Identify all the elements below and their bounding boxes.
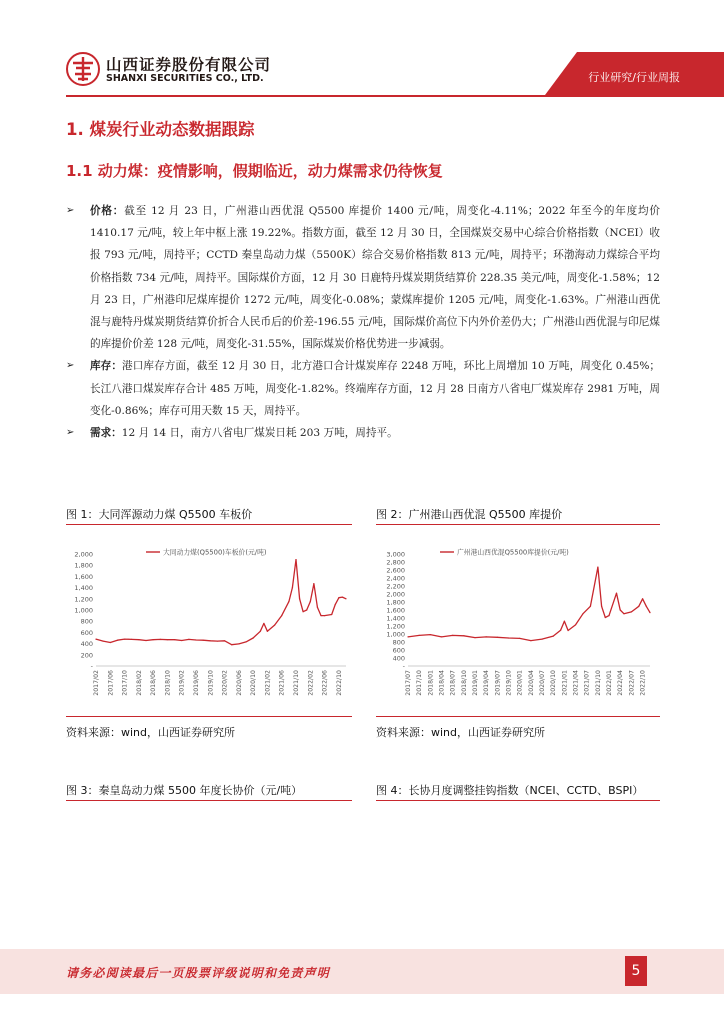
x-tick-label: 2017/10 xyxy=(416,670,424,696)
bullet-demand xyxy=(66,422,660,444)
data-point xyxy=(188,639,189,640)
x-tick-label: 2022/04 xyxy=(617,670,625,696)
arrow-bullet-icon: ➢ xyxy=(66,427,75,439)
x-tick-label: 2020/10 xyxy=(550,670,558,696)
page-number: 5 xyxy=(625,956,647,986)
legend-label: 广州港山西优混Q5500库提价(元/吨) xyxy=(457,548,569,557)
x-tick-label: 2019/01 xyxy=(472,670,480,696)
series-line xyxy=(96,560,346,645)
data-point xyxy=(167,639,168,640)
bullet-price xyxy=(66,200,660,355)
y-tick-label: 2,800 xyxy=(386,558,405,567)
data-point xyxy=(295,559,296,560)
data-point xyxy=(541,639,542,640)
data-point xyxy=(616,593,617,594)
x-tick-label: 2020/01 xyxy=(516,670,524,696)
data-point xyxy=(345,598,346,599)
header-divider xyxy=(66,95,724,97)
data-point xyxy=(324,615,325,616)
data-point xyxy=(553,636,554,637)
data-point xyxy=(160,639,161,640)
data-point xyxy=(601,606,602,607)
data-point xyxy=(530,640,531,641)
data-point xyxy=(231,644,232,645)
x-tick-label: 2018/10 xyxy=(460,670,468,696)
data-point xyxy=(263,623,264,624)
figure-1-bottom-rule xyxy=(66,716,352,717)
y-tick-label: 3,000 xyxy=(386,550,405,559)
data-point xyxy=(463,635,464,636)
x-tick-label: 2018/04 xyxy=(438,670,446,696)
figure-1-rule xyxy=(66,524,352,525)
x-tick-label: 2017/02 xyxy=(93,670,100,696)
x-tick-label: 2021/04 xyxy=(572,670,580,696)
x-tick-label: 2018/07 xyxy=(449,670,457,696)
figure-4-title: 图 4：长协月度调整挂钩指数（NCEI、CCTD、BSPI） xyxy=(376,784,644,797)
data-point xyxy=(508,637,509,638)
data-point xyxy=(195,639,196,640)
data-point xyxy=(210,640,211,641)
y-tick-label: 1,000 xyxy=(74,606,93,615)
data-point xyxy=(567,630,568,631)
x-tick-label: 2020/02 xyxy=(221,670,229,696)
data-point xyxy=(605,617,606,618)
data-point xyxy=(441,636,442,637)
footer-disclaimer: 请务必阅读最后一页股票评级说明和免责声明 xyxy=(66,966,331,980)
page-header xyxy=(0,0,724,100)
data-point xyxy=(407,636,408,637)
data-point xyxy=(638,606,639,607)
data-point xyxy=(131,639,132,640)
y-tick-label: 1,400 xyxy=(386,614,405,623)
x-tick-label: 2021/02 xyxy=(264,670,272,696)
series-line xyxy=(408,567,650,641)
data-point xyxy=(203,640,204,641)
x-tick-label: 2019/10 xyxy=(505,670,513,696)
data-point xyxy=(560,630,561,631)
figure-3-rule xyxy=(66,800,352,801)
y-tick-label: 200 xyxy=(80,651,93,660)
y-tick-label: 2,200 xyxy=(386,582,405,591)
arrow-bullet-icon: ➢ xyxy=(66,205,75,216)
y-tick-label: 1,200 xyxy=(386,622,405,631)
data-point xyxy=(310,601,311,602)
data-point xyxy=(646,606,647,607)
x-tick-label: 2022/01 xyxy=(606,670,614,696)
data-point xyxy=(174,639,175,640)
x-tick-label: 2019/06 xyxy=(193,670,200,696)
data-point xyxy=(110,642,111,643)
chart-datong-coal-price xyxy=(66,540,356,710)
data-point xyxy=(582,613,583,614)
y-tick-label: 2,000 xyxy=(386,590,405,599)
data-point xyxy=(260,631,261,632)
data-point xyxy=(452,635,453,636)
y-tick-label: 2,000 xyxy=(74,550,93,559)
data-point xyxy=(103,640,104,641)
figure-2-source: 资料来源：wind，山西证券研究所 xyxy=(376,726,546,739)
x-tick-label: 2019/02 xyxy=(178,670,186,696)
company-name-cn: 山西证券股份有限公司 xyxy=(106,56,272,74)
x-tick-label: 2022/10 xyxy=(335,670,343,696)
data-point xyxy=(519,638,520,639)
y-tick-label: 1,400 xyxy=(74,584,93,593)
x-tick-label: 2020/10 xyxy=(250,670,258,696)
subsection-heading: 1.1 动力煤：疫情影响，假期临近，动力煤需求仍待恢复 xyxy=(66,162,443,180)
x-tick-label: 2017/10 xyxy=(121,670,129,696)
data-point xyxy=(267,631,268,632)
data-point xyxy=(306,609,307,610)
y-tick-label: 2,400 xyxy=(386,574,405,583)
y-tick-label: 800 xyxy=(392,638,405,647)
data-point xyxy=(338,597,339,598)
bullet-text: 12 月 14 日，南方八省电厂煤炭日耗 203 万吨，周持平。 xyxy=(121,427,398,440)
section-heading: 1. 煤炭行业动态数据跟踪 xyxy=(66,120,255,139)
data-point xyxy=(623,613,624,614)
data-point xyxy=(608,615,609,616)
y-tick-label: 2,600 xyxy=(386,566,405,575)
data-point xyxy=(419,635,420,636)
bullet-label: 库存： xyxy=(90,360,123,373)
x-tick-label: 2022/10 xyxy=(639,670,647,696)
y-tick-label: 1,600 xyxy=(74,572,93,581)
data-point xyxy=(474,637,475,638)
data-point xyxy=(274,625,275,626)
data-point xyxy=(313,583,314,584)
x-tick-label: 2021/07 xyxy=(583,670,591,696)
data-point xyxy=(430,634,431,635)
y-tick-label: 1,800 xyxy=(74,561,93,570)
data-point xyxy=(117,640,118,641)
data-point xyxy=(217,640,218,641)
chart-guangzhou-coal-price xyxy=(376,540,660,710)
shanxi-securities-logo-icon xyxy=(66,52,100,86)
x-tick-label: 2017/07 xyxy=(405,670,412,696)
data-point xyxy=(145,640,146,641)
x-tick-label: 2018/02 xyxy=(135,670,143,696)
data-point xyxy=(288,601,289,602)
bullet-label: 价格： xyxy=(90,205,125,217)
data-point xyxy=(486,636,487,637)
x-tick-label: 2017/06 xyxy=(107,670,115,696)
data-point xyxy=(181,640,182,641)
data-point xyxy=(497,637,498,638)
y-tick-label: 400 xyxy=(392,654,405,663)
x-tick-label: 2021/06 xyxy=(278,670,286,696)
data-point xyxy=(331,614,332,615)
figure-1-title: 图 1：大同浑源动力煤 Q5500 车板价 xyxy=(66,508,253,521)
data-point xyxy=(253,637,254,638)
data-point xyxy=(590,606,591,607)
data-point xyxy=(320,615,321,616)
x-tick-label: 2019/07 xyxy=(494,670,502,696)
y-tick-label: 400 xyxy=(80,640,93,649)
figure-2-title: 图 2：广州港山西优混 Q5500 库提价 xyxy=(376,508,563,521)
data-point xyxy=(564,621,565,622)
data-point xyxy=(342,597,343,598)
bullet-inventory xyxy=(66,355,660,422)
data-point xyxy=(138,639,139,640)
arrow-bullet-icon: ➢ xyxy=(66,360,75,372)
figure-4-rule xyxy=(376,800,660,801)
figure-2-rule xyxy=(376,524,660,525)
data-point xyxy=(575,624,576,625)
data-point xyxy=(224,640,225,641)
bullet-text: 港口库存方面，截至 12 月 30 日，北方港口合计煤炭库存 2248 万吨，环比上周增加 10 万吨，周变化 0.45%；长江八港口煤炭库存合计 485 万吨，周变化-1.82%。终端库存方面，12 月 28 日南方八省电厂煤炭库存 2981 万吨，周变化-0.86%；库存可用天数 15 天，周持平。 xyxy=(90,360,661,417)
data-point xyxy=(649,612,650,613)
report-category: 行业研究/行业周报 xyxy=(588,71,680,84)
x-tick-label: 2022/06 xyxy=(321,670,329,696)
x-tick-label: 2019/10 xyxy=(207,670,215,696)
data-point xyxy=(281,615,282,616)
x-tick-label: 2021/01 xyxy=(561,670,569,696)
data-point xyxy=(153,639,154,640)
figure-3-title: 图 3：秦皇岛动力煤 5500 年度长协价（元/吨） xyxy=(66,784,303,797)
x-tick-label: 2020/07 xyxy=(539,670,547,696)
figure-1-source: 资料来源：wind，山西证券研究所 xyxy=(66,726,236,739)
data-point xyxy=(245,641,246,642)
data-point xyxy=(303,611,304,612)
x-tick-label: 2022/02 xyxy=(307,670,315,696)
figure-2-bottom-rule xyxy=(376,716,660,717)
data-point xyxy=(292,587,293,588)
data-point xyxy=(238,643,239,644)
y-tick-label: 600 xyxy=(80,628,93,637)
x-tick-label: 2018/06 xyxy=(150,670,158,696)
x-tick-label: 2018/01 xyxy=(427,670,435,696)
y-tick-label: 1,600 xyxy=(386,606,405,615)
y-tick-label: 600 xyxy=(392,646,405,655)
x-tick-label: 2020/06 xyxy=(235,670,243,696)
bullet-text: 截至 12 月 23 日，广州港山西优混 Q5500 库提价 1400 元/吨，周变化-4.11%；2022 年至今的年度均价 1410.17 元/吨，较上年中枢上涨 19.22%。指数方面，截至 12 月 30 日，全国煤炭交易中心综合价格指数（NCEI）收报 793 元/吨，周持平；CCTD 秦皇岛动力煤（5500K）综合交易价格指数 813 元/吨，周持平；环渤海动力煤综合平均价格指数 734 元/吨，周持平。国际煤价方面，12 月 30 日鹿特丹煤炭期货结算价 228.35 美元/吨，周变化-1.58%；12 月 23 日，广州港印尼煤库提价 1272 元/吨，周变化-0.08%；蒙煤库提价 1205 元/吨，周变化-1.63%。广州港山西优混与鹿特丹煤炭期货结算价折合人民币后的价差-196.55 元/吨，国际煤价高位下内外价差仍大；广州港山西优混与印尼煤的库提价价差 128 元/吨，周变化-31.55%，国际煤炭价格优势进一步减弱。 xyxy=(90,205,661,351)
x-tick-label: 2020/04 xyxy=(527,670,535,696)
data-point xyxy=(124,639,125,640)
data-point xyxy=(642,598,643,599)
x-tick-label: 2022/07 xyxy=(628,670,636,696)
data-point xyxy=(95,639,96,640)
y-tick-label: 1,800 xyxy=(386,598,405,607)
data-point xyxy=(597,566,598,567)
data-point xyxy=(631,611,632,612)
y-tick-label: - xyxy=(402,662,405,671)
y-tick-label: - xyxy=(90,662,93,671)
x-tick-label: 2021/10 xyxy=(293,670,300,696)
bullet-label: 需求： xyxy=(90,427,122,440)
data-point xyxy=(317,607,318,608)
data-point xyxy=(335,604,336,605)
x-tick-label: 2021/10 xyxy=(594,670,602,696)
bullet-list xyxy=(66,200,660,444)
x-tick-label: 2019/04 xyxy=(483,670,491,696)
y-tick-label: 800 xyxy=(80,617,93,626)
company-name-en: SHANXI SECURITIES CO., LTD. xyxy=(106,73,264,84)
x-tick-label: 2018/10 xyxy=(164,670,172,696)
y-tick-label: 1,000 xyxy=(386,630,405,639)
y-tick-label: 1,200 xyxy=(74,595,93,604)
data-point xyxy=(299,598,300,599)
legend-label: 大同动力煤(Q5500)车板价(元/吨) xyxy=(163,548,267,557)
data-point xyxy=(620,609,621,610)
